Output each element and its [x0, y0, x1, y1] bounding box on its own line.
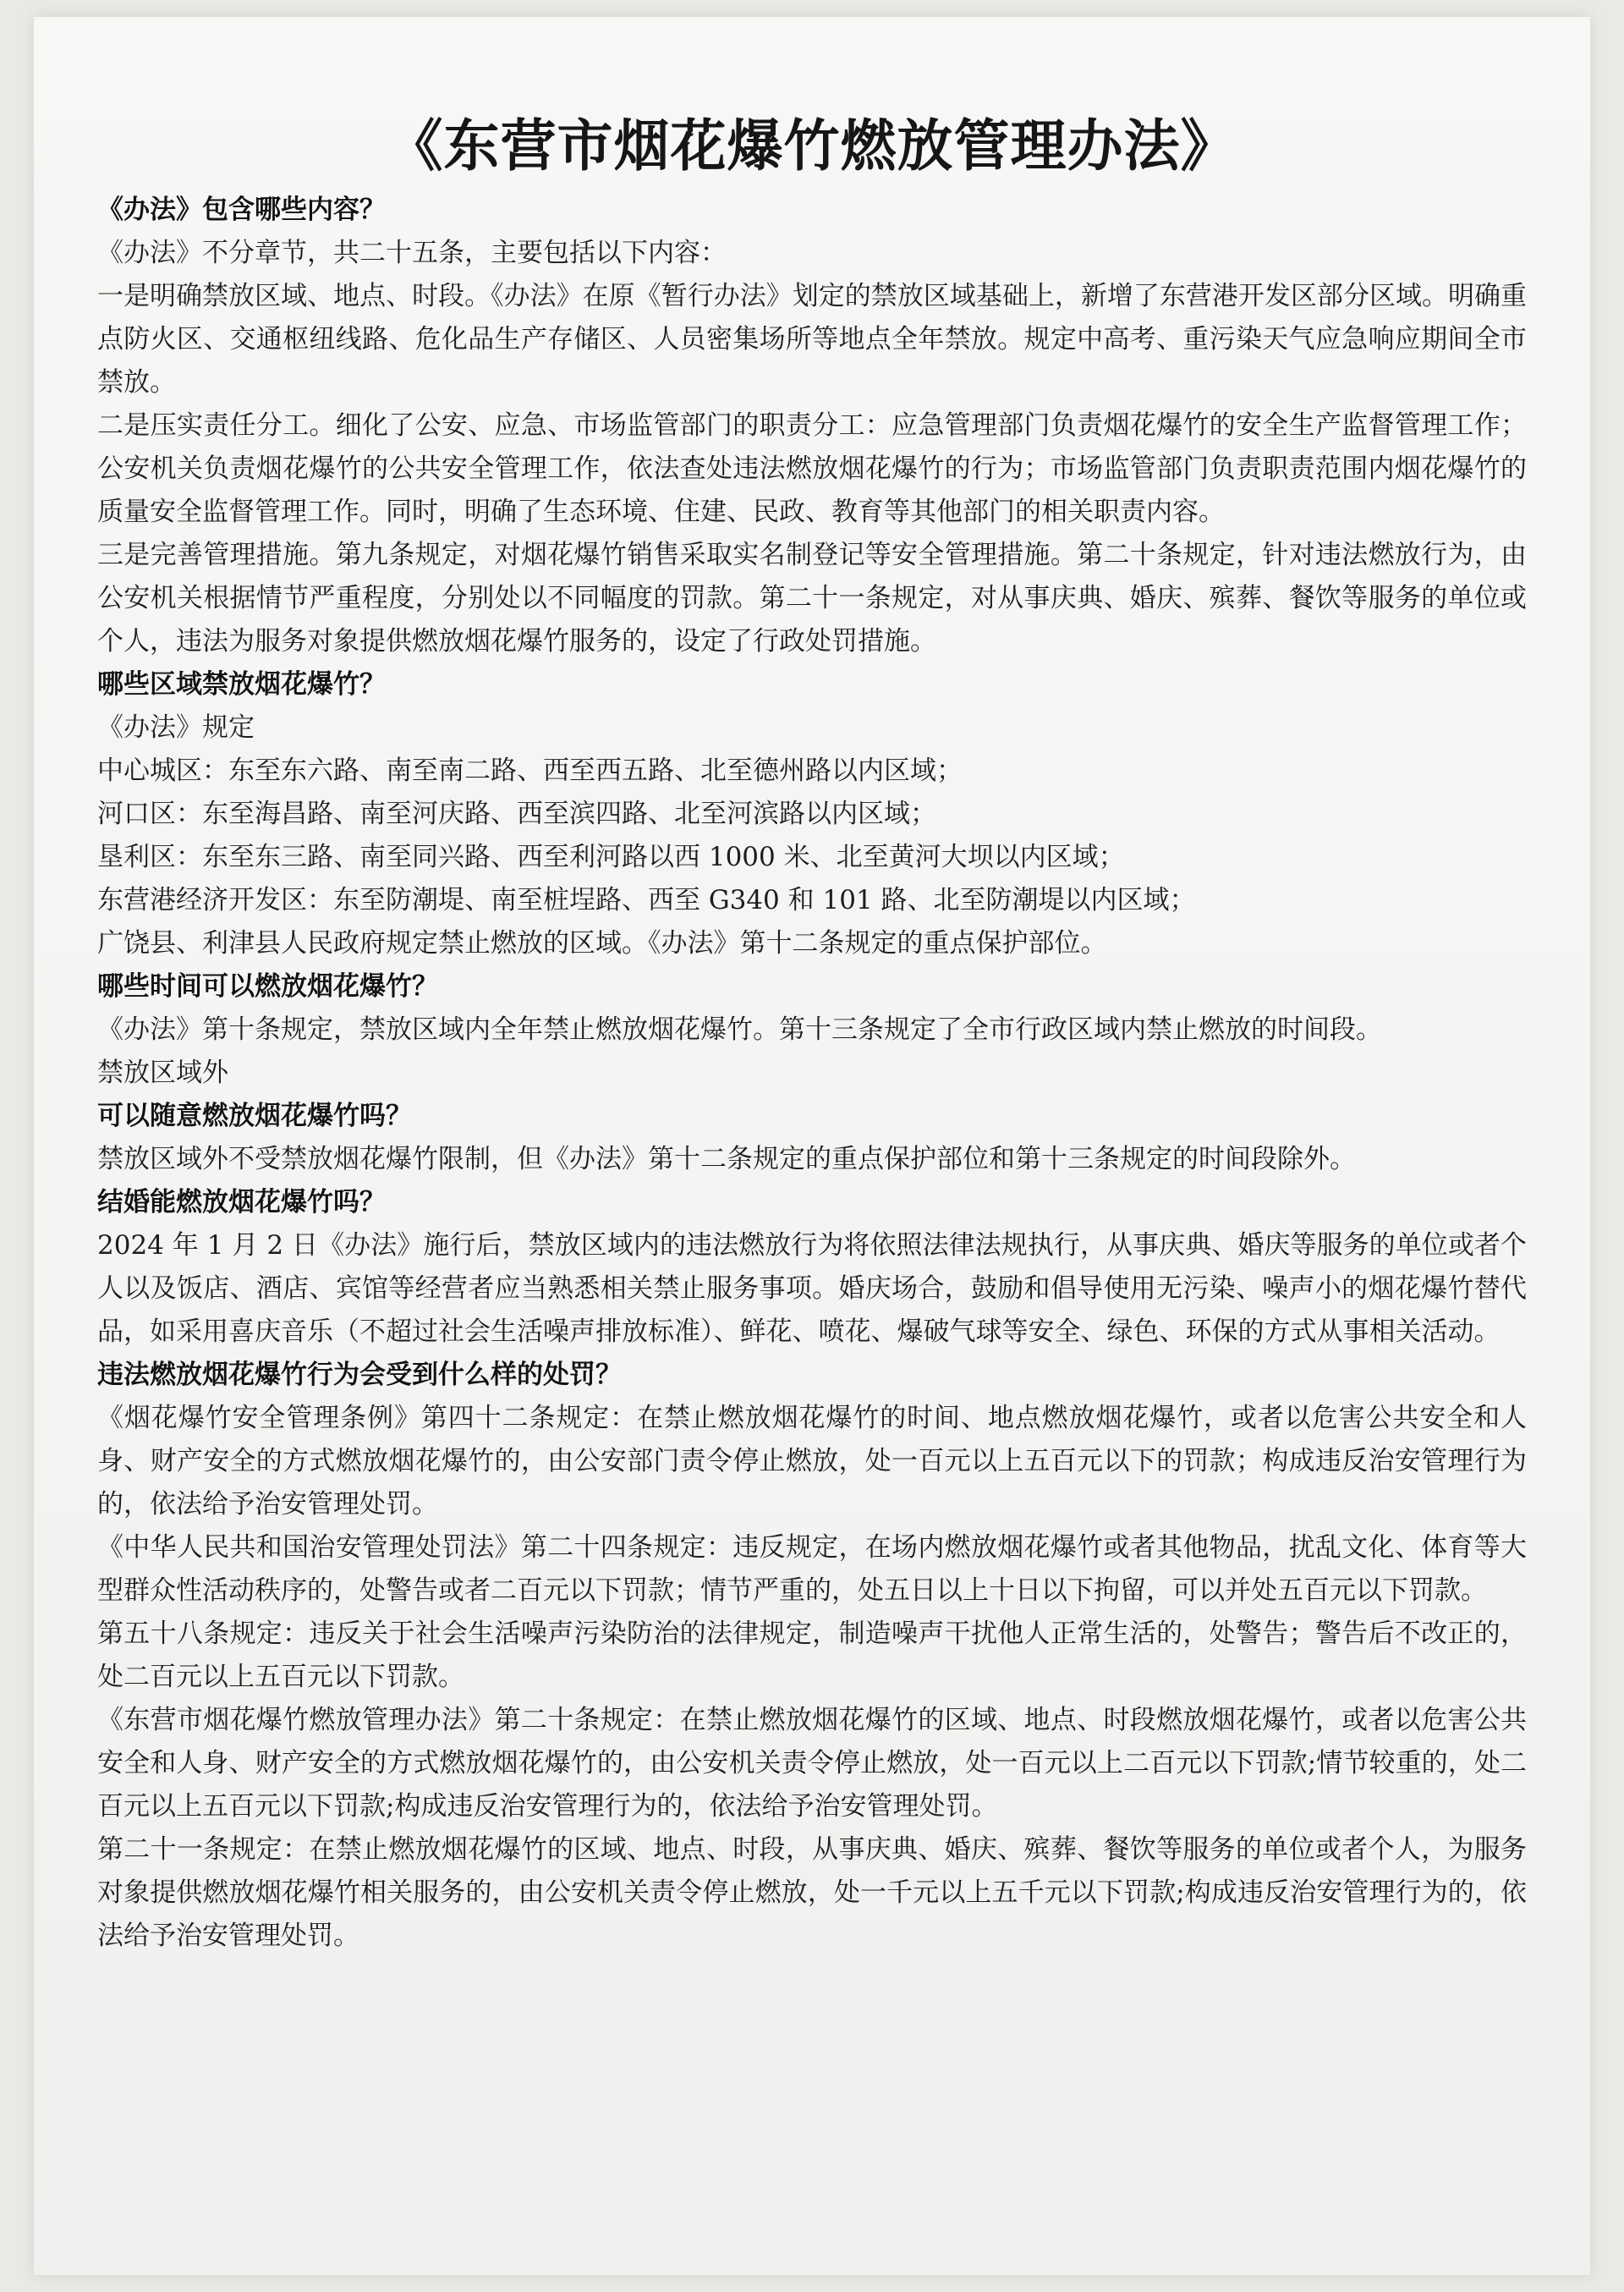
body-paragraph: 2024 年 1 月 2 日《办法》施行后，禁放区域内的违法燃放行为将依照法律法规执行，从事庆典、婚庆等服务的单位或者个人以及饭店、酒店、宾馆等经营者应当熟悉相关禁止服务事项。婚庆场合，鼓励和倡导使用无污染、噪声小的烟花爆竹替代品，如采用喜庆音乐（不超过社会生活噪声排放标准）、鲜花、喷花、爆破气球等安全、绿色、环保的方式从事相关活动。 [97, 1229, 1527, 1347]
body-paragraph: 三是完善管理措施。第九条规定，对烟花爆竹销售采取实名制登记等安全管理措施。第二十条规定，针对违法燃放行为，由公安机关根据情节严重程度，分别处以不同幅度的罚款。第二十一条规定，对从事庆典、婚庆、殡葬、餐饮等服务的单位或个人，违法为服务对象提供燃放烟花爆竹服务的，设定了行政处罚措施。 [97, 539, 1527, 657]
section-heading: 违法燃放烟花爆竹行为会受到什么样的处罚？ [97, 1359, 622, 1390]
section-heading: 结婚能燃放烟花爆竹吗？ [97, 1186, 386, 1217]
section-heading: 可以随意燃放烟花爆竹吗？ [97, 1100, 412, 1131]
body-paragraph: 《东营市烟花爆竹燃放管理办法》第二十条规定：在禁止燃放烟花爆竹的区域、地点、时段燃放烟花爆竹，或者以危害公共安全和人身、财产安全的方式燃放烟花爆竹的，由公安机关责令停止燃放，处一百元以上二百元以下罚款;情节较重的，处二百元以上五百元以下罚款;构成违反治安管理行为的，依法给予治安管理处罚。 [97, 1704, 1527, 1822]
body-paragraph: 中心城区：东至东六路、南至南二路、西至西五路、北至德州路以内区域； [97, 755, 963, 786]
body-paragraph: 第二十一条规定：在禁止燃放烟花爆竹的区域、地点、时段，从事庆典、婚庆、殡葬、餐饮等服务的单位或者个人，为服务对象提供燃放烟花爆竹相关服务的，由公安机关责令停止燃放，处一千元以上五千元以下罚款;构成违反治安管理行为的，依法给予治安管理处罚。 [97, 1833, 1527, 1951]
body-paragraph: 禁放区域外不受禁放烟花爆竹限制，但《办法》第十二条规定的重点保护部位和第十三条规定的时间段除外。 [97, 1143, 1356, 1174]
body-paragraph: 一是明确禁放区域、地点、时段。《办法》在原《暂行办法》划定的禁放区域基础上，新增了东营港开发区部分区域。明确重点防火区、交通枢纽线路、危化品生产存储区、人员密集场所等地点全年禁放。规定中高考、重污染天气应急响应期间全市禁放。 [97, 280, 1527, 398]
section-heading: 《办法》包含哪些内容？ [97, 194, 386, 225]
body-paragraph: 禁放区域外 [97, 1057, 228, 1088]
body-paragraph: 《中华人民共和国治安管理处罚法》第二十四条规定：违反规定，在场内燃放烟花爆竹或者其他物品，扰乱文化、体育等大型群众性活动秩序的，处警告或者二百元以下罚款；情节严重的，处五日以上十日以下拘留，可以并处五百元以下罚款。 [97, 1531, 1527, 1606]
body-paragraph: 河口区：东至海昌路、南至河庆路、西至滨四路、北至河滨路以内区域； [97, 798, 936, 829]
document-title: 《东营市烟花爆竹燃放管理办法》 [387, 113, 1237, 179]
body-paragraph: 《办法》第十条规定，禁放区域内全年禁止燃放烟花爆竹。第十三条规定了全市行政区域内禁止燃放的时间段。 [97, 1014, 1382, 1045]
body-paragraph: 第五十八条规定：违反关于社会生活噪声污染防治的法律规定，制造噪声干扰他人正常生活的，处警告；警告后不改正的，处二百元以上五百元以下罚款。 [97, 1618, 1527, 1692]
section-heading: 哪些时间可以燃放烟花爆竹？ [97, 970, 438, 1002]
document-body [97, 189, 1527, 1958]
document-page [34, 17, 1590, 2275]
body-paragraph: 《办法》不分章节，共二十五条，主要包括以下内容： [97, 237, 727, 268]
body-paragraph: 二是压实责任分工。细化了公安、应急、市场监管部门的职责分工：应急管理部门负责烟花爆竹的安全生产监督管理工作；公安机关负责烟花爆竹的公共安全管理工作，依法查处违法燃放烟花爆竹的行为；市场监管部门负责职责范围内烟花爆竹的质量安全监督管理工作。同时，明确了生态环境、住建、民政、教育等其他部门的相关职责内容。 [97, 409, 1527, 527]
body-paragraph: 广饶县、利津县人民政府规定禁止燃放的区域。《办法》第十二条规定的重点保护部位。 [97, 927, 1107, 959]
body-paragraph: 东营港经济开发区：东至防潮堤、南至桩埕路、西至 G340 和 101 路、北至防潮堤以内区域； [97, 884, 1196, 915]
section-heading: 哪些区域禁放烟花爆竹？ [97, 668, 386, 700]
body-paragraph: 《办法》规定 [97, 712, 255, 743]
body-paragraph: 《烟花爆竹安全管理条例》第四十二条规定：在禁止燃放烟花爆竹的时间、地点燃放烟花爆竹，或者以危害公共安全和人身、财产安全的方式燃放烟花爆竹的，由公安部门责令停止燃放，处一百元以上五百元以下的罚款；构成违反治安管理行为的，依法给予治安管理处罚。 [97, 1402, 1527, 1520]
body-paragraph: 垦利区：东至东三路、南至同兴路、西至利河路以西 1000 米、北至黄河大坝以内区域； [97, 841, 1125, 872]
